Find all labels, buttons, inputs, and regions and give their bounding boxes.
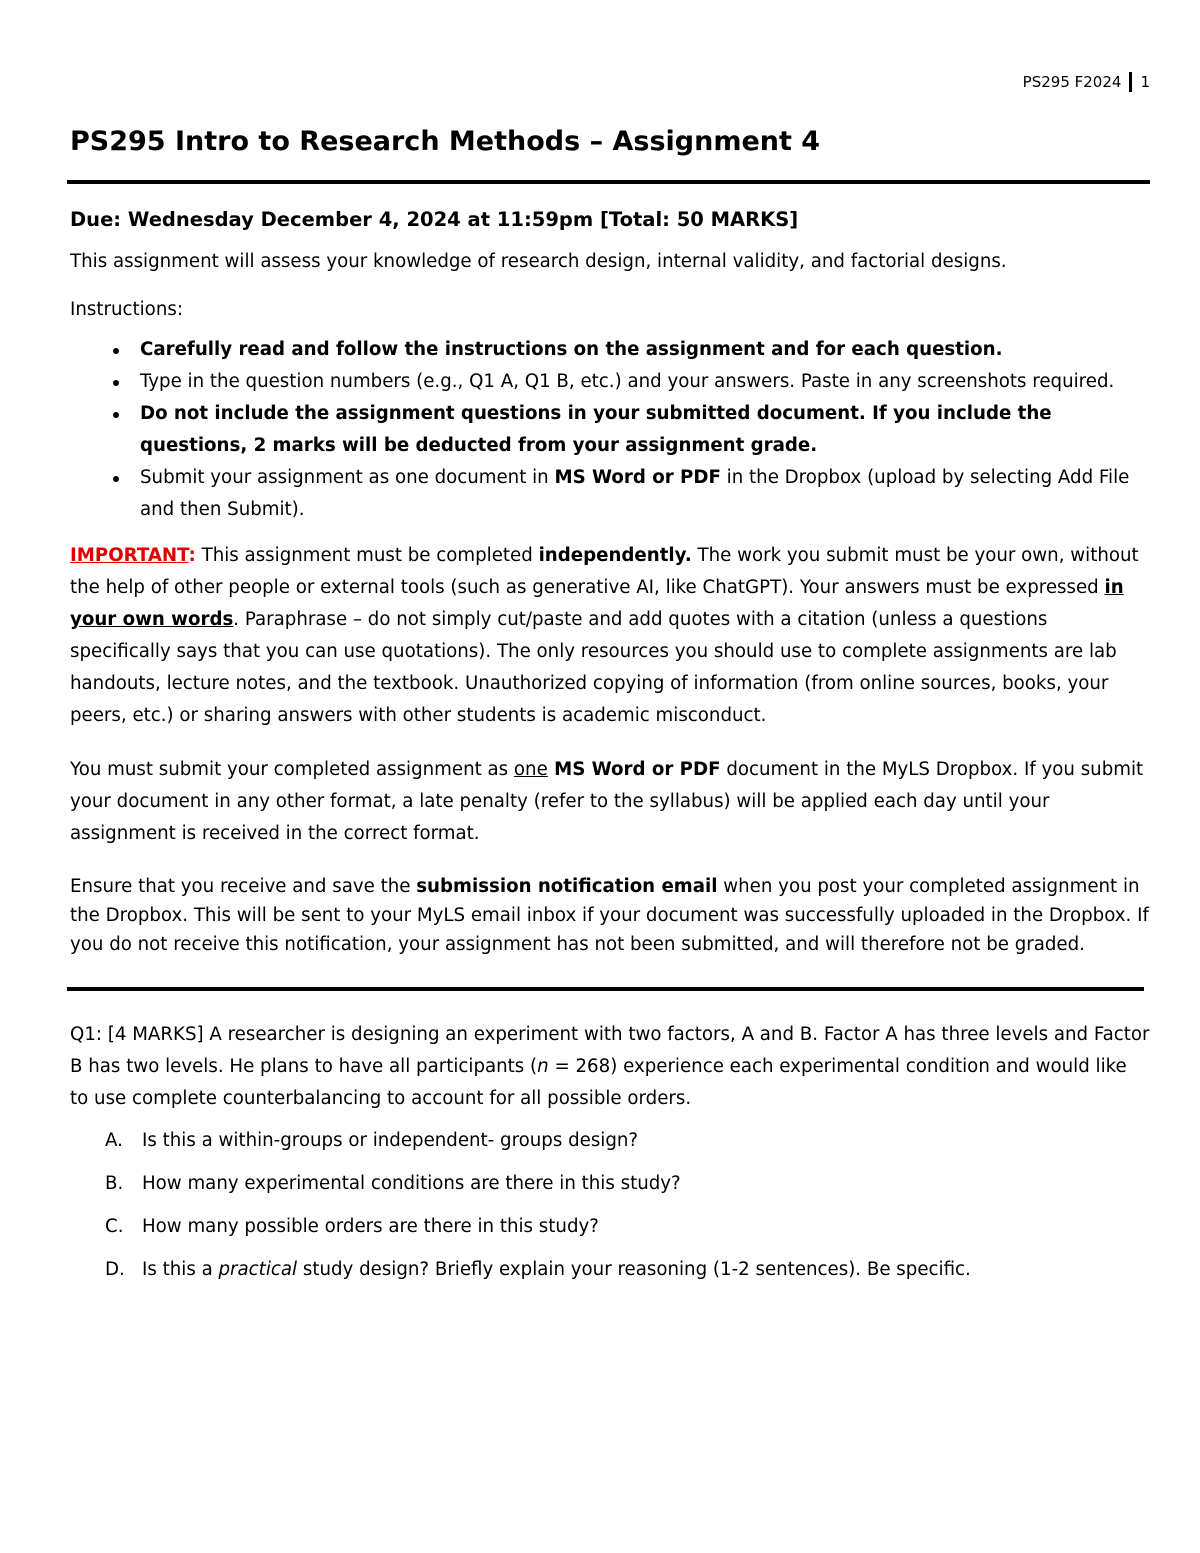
page-header bbox=[1023, 72, 1150, 92]
notification-emphasis: submission notification email bbox=[416, 876, 718, 897]
bullet-icon bbox=[113, 412, 119, 418]
bullet-icon bbox=[113, 348, 119, 354]
list-item bbox=[70, 334, 1150, 366]
instruction-text: Type in the question numbers (e.g., Q1 A, Q1 B, etc.) and your answers. Paste in any screenshots required. bbox=[140, 371, 1115, 392]
own-words-emphasis: in your own words bbox=[70, 577, 1124, 630]
submit-text: document in the MyLS Dropbox. If you submit your document in any other format, a late penalty (refer to the syllabus) will be applied each day until your assignment is received in the correct format. bbox=[70, 759, 1144, 844]
ensure-text: when you post your completed assignment in the Dropbox. This will be sent to your MyLS email inbox if your document was successfully uploaded in the Dropbox. If you do not receive this notification, your assignment has not been submitted, and will therefore not be graded. bbox=[70, 876, 1149, 955]
list-item bbox=[70, 1125, 1150, 1157]
important-paragraph bbox=[70, 540, 1150, 732]
n-symbol: n bbox=[537, 1056, 549, 1077]
section-rule bbox=[67, 987, 1144, 991]
part-text: How many possible orders are there in this study? bbox=[142, 1216, 599, 1237]
due-date: Due: Wednesday December 4, 2024 at 11:59pm [Total: 50 MARKS] bbox=[70, 208, 799, 231]
list-item bbox=[70, 1211, 1150, 1243]
question-1 bbox=[70, 1019, 1150, 1115]
format-emphasis: MS Word or PDF bbox=[547, 759, 721, 780]
important-label: IMPORTANT bbox=[70, 545, 189, 566]
one-emphasis: one bbox=[513, 759, 548, 780]
header-separator bbox=[1129, 72, 1132, 92]
instruction-text: Carefully read and follow the instructions on the assignment and for each question. bbox=[140, 339, 1003, 360]
part-letter: D. bbox=[105, 1259, 125, 1280]
intro-paragraph: This assignment will assess your knowledge of research design, internal validity, and factorial designs. bbox=[70, 251, 1007, 272]
part-letter: C. bbox=[105, 1216, 124, 1237]
independently-emphasis: independently. bbox=[538, 545, 692, 566]
instructions-list bbox=[70, 334, 1150, 526]
important-text: The work you submit must be your own, without the help of other people or external tools (such as generative AI, like ChatGPT). Your answers must be expressed bbox=[70, 545, 1139, 598]
bullet-icon bbox=[113, 476, 119, 482]
ensure-paragraph bbox=[70, 872, 1150, 959]
page-number: 1 bbox=[1140, 73, 1150, 91]
list-item bbox=[70, 398, 1150, 462]
important-text: This assignment must be completed bbox=[195, 545, 539, 566]
instruction-text: in the Dropbox (upload by selecting Add File and then Submit). bbox=[140, 467, 1130, 520]
ensure-text: Ensure that you receive and save the bbox=[70, 876, 417, 897]
practical-emphasis: practical bbox=[218, 1259, 298, 1280]
document-body bbox=[70, 122, 1150, 1297]
format-emphasis: MS Word or PDF bbox=[554, 467, 721, 488]
question-1-parts bbox=[70, 1125, 1150, 1286]
instruction-text: Submit your assignment as one document in bbox=[140, 467, 555, 488]
part-letter: A. bbox=[105, 1130, 123, 1151]
part-text: Is this a bbox=[142, 1259, 219, 1280]
part-letter: B. bbox=[105, 1173, 124, 1194]
course-code: PS295 F2024 bbox=[1022, 73, 1122, 91]
instruction-text: Do not include the assignment questions in your submitted document. If you include the questions, 2 marks will be deducted from your assignment grade. bbox=[140, 403, 1052, 456]
title-rule bbox=[67, 180, 1150, 184]
part-text: study design? Briefly explain your reasoning (1-2 sentences). Be specific. bbox=[297, 1259, 971, 1280]
document-title: PS295 Intro to Research Methods – Assignment 4 bbox=[70, 126, 821, 157]
instructions-label: Instructions: bbox=[70, 299, 183, 320]
list-item bbox=[70, 462, 1150, 526]
important-text: . Paraphrase – do not simply cut/paste and add quotes with a citation (unless a questions specifically says that you can use quotations). The only resources you should use to complete assignments are lab handouts, lecture notes, and the textbook. Unauthorized copying of information (from online sources, books, your peers, etc.) or sharing answers with other students is academic misconduct. bbox=[70, 609, 1117, 726]
list-item bbox=[70, 366, 1150, 398]
submit-paragraph bbox=[70, 754, 1150, 850]
list-item bbox=[70, 1254, 1150, 1286]
bullet-icon bbox=[113, 380, 119, 386]
submit-text: You must submit your completed assignment as bbox=[70, 759, 514, 780]
list-item bbox=[70, 1168, 1150, 1200]
question-text: Q1: [4 MARKS] A researcher is designing an experiment with two factors, A and B. Factor A has three levels and Factor B has two levels. He plans to have all participants ( bbox=[70, 1024, 1150, 1077]
question-text: = 268) experience each experimental condition and would like to use complete counterbalancing to account for all possible orders. bbox=[70, 1056, 1127, 1109]
part-text: How many experimental conditions are there in this study? bbox=[142, 1173, 681, 1194]
part-text: Is this a within-groups or independent- groups design? bbox=[142, 1130, 639, 1151]
important-colon: : bbox=[188, 545, 196, 566]
